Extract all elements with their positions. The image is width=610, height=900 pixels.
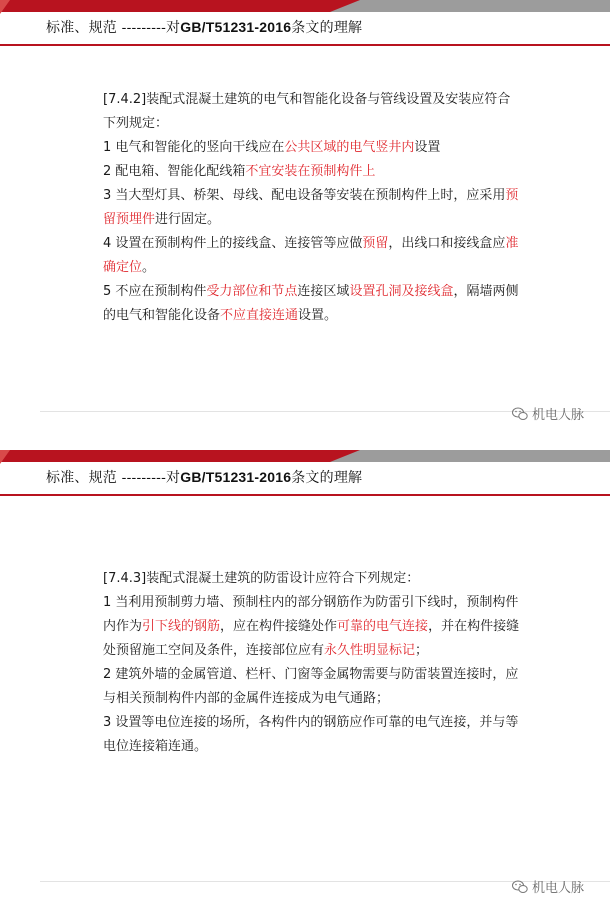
- clause-heading: [7.4.2]装配式混凝土建筑的电气和智能化设备与管线设置及安装应符合下列规定：: [103, 92, 511, 131]
- clause-body: [103, 567, 523, 759]
- watermark: 机电人脉: [512, 404, 584, 423]
- header-title: 标准、规范 ---------对GB/T51231-2016条文的理解: [46, 19, 363, 36]
- clause-item-3: 3 当大型灯具、桥架、母线、配电设备等安装在预制构件上时，应采用预留预埋件进行固定。: [103, 188, 519, 227]
- clause-item-5: 5 不应在预制构件受力部位和节点连接区域设置孔洞及接线盒，隔墙两侧的电气和智能化设备不应直接连通设置。: [103, 284, 519, 323]
- wechat-icon: [512, 407, 528, 421]
- clause-item-1: 1 当利用预制剪力墙、预制柱内的部分钢筋作为防雷引下线时，预制构件内作为引下线的钢筋，应在构件接缝处作可靠的电气连接，并在构件接缝处预留施工空间及条件，连接部位应有永久性明显标记；: [103, 595, 520, 658]
- clause-item-3: 3 设置等电位连接的场所，各构件内的钢筋应作可靠的电气连接，并与等电位连接箱连通。: [103, 715, 519, 754]
- wechat-icon: [512, 880, 528, 894]
- watermark: 机电人脉: [512, 877, 584, 896]
- header-band: [0, 450, 610, 462]
- clause-item-2: 2 配电箱、智能化配线箱不宜安装在预制构件上: [103, 164, 376, 179]
- header-band: [0, 0, 610, 12]
- header-divider: [0, 494, 610, 496]
- clause-item-1: 1 电气和智能化的竖向干线应在公共区域的电气竖井内设置: [103, 140, 441, 155]
- clause-heading: [7.4.3]装配式混凝土建筑的防雷设计应符合下列规定：: [103, 571, 420, 586]
- clause-item-4: 4 设置在预制构件上的接线盒、连接管等应做预留，出线口和接线盒应准确定位。: [103, 236, 519, 275]
- clause-body: [103, 88, 523, 328]
- header-divider: [0, 44, 610, 46]
- slide-7-4-3: [0, 450, 610, 900]
- clause-item-2: 2 建筑外墙的金属管道、栏杆、门窗等金属物需要与防雷装置连接时，应与相关预制构件内部的金属件连接成为电气通路；: [103, 667, 519, 706]
- header-title: 标准、规范 ---------对GB/T51231-2016条文的理解: [46, 469, 363, 486]
